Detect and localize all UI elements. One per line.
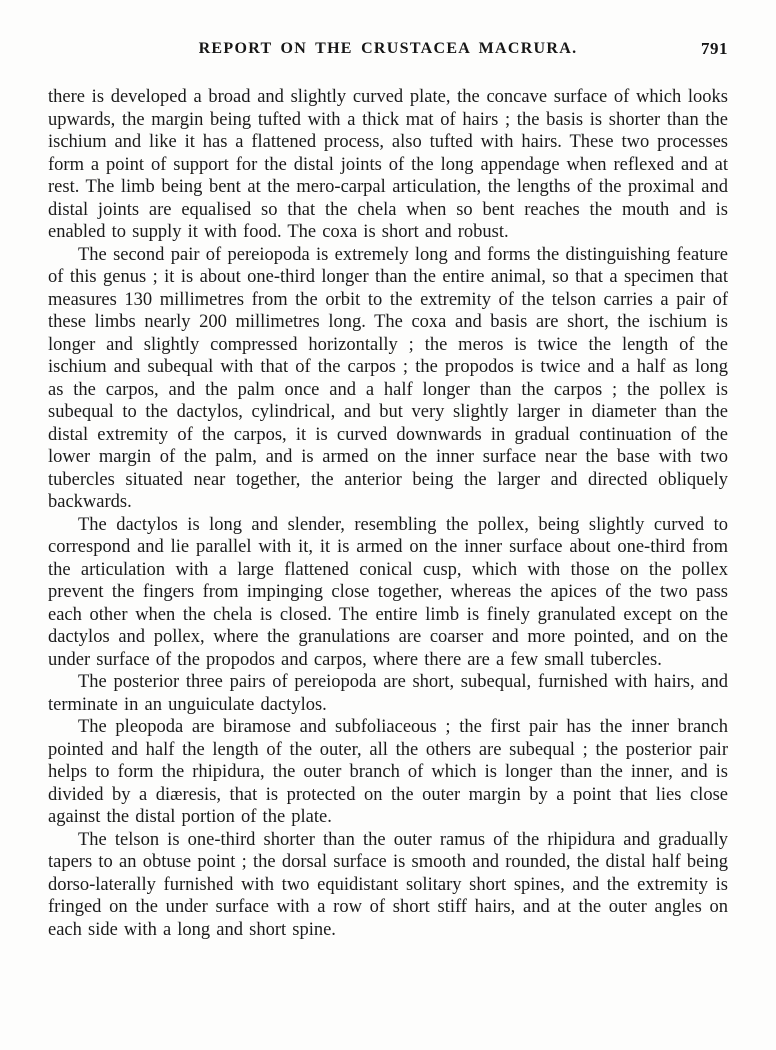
paragraph-continuation: there is developed a broad and slightly curved plate, the concave surface of which looks upwards, the margin being tufted with a thick mat of hairs ; the basis is shorter than the ischium and like it has a flattened process, also tufted with hairs. These two processes form a point of support for the distal joints of the long appendage when reflexed and at rest. The limb being bent at the mero-carpal articulation, the lengths of the proximal and distal joints are equalised so that the chela when so bent reaches the mouth and is enabled to supply it with food. The coxa is short and robust. — [48, 87, 728, 242]
page-body — [48, 86, 728, 941]
running-title: REPORT ON THE CRUSTACEA MACRURA. — [198, 40, 578, 57]
paragraph: The pleopoda are biramose and subfoliaceous ; the first pair has the inner branch pointed and half the length of the outer, all the others are subequal ; the posterior pair helps to form the rhipidura, the outer branch of which is longer than the inner, and is divided by a diæresis, that is protected on the outer margin by a point that lies close against the distal portion of the plate. — [48, 717, 728, 827]
paragraph: The second pair of pereiopoda is extremely long and forms the distinguishing feature of this genus ; it is about one-third longer than the entire animal, so that a specimen that measures 130 millimetres from the orbit to the extremity of the telson carries a pair of these limbs nearly 200 millimetres long. The coxa and basis are short, the ischium is longer and slightly compressed horizontally ; the meros is twice the length of the ischium and subequal with that of the carpos ; the propodos is twice and a half as long as the carpos, and the palm once and a half longer than the carpos ; the pollex is subequal to the dactylos, cylindrical, and but very slightly larger in diameter than the distal extremity of the carpos, it is curved downwards in gradual continuation of the lower margin of the palm, and is armed on the inner surface near the base with two tubercles situated near together, the anterior being the larger and directed obliquely backwards. — [48, 244, 728, 512]
page-number: 791 — [701, 39, 728, 58]
paragraph: The posterior three pairs of pereiopoda are short, subequal, furnished with hairs, and terminate in an unguiculate dactylos. — [48, 672, 728, 715]
page-header — [48, 40, 728, 64]
paragraph: The dactylos is long and slender, resembling the pollex, being slightly curved to correspond and lie parallel with it, it is armed on the inner surface about one-third from the articulation with a large flattened conical cusp, which with those on the pollex prevent the fingers from impinging close together, whereas the apices of the two pass each other when the chela is closed. The entire limb is finely granulated except on the dactylos and pollex, where the granulations are coarser and more pointed, and on the under surface of the propodos and carpos, where there are a few small tubercles. — [48, 514, 728, 670]
paragraph: The telson is one-third shorter than the outer ramus of the rhipidura and gradually tapers to an obtuse point ; the dorsal surface is smooth and rounded, the distal half being dorso-laterally furnished with two equidistant solitary short spines, and the extremity is fringed on the under surface with a row of short stiff hairs, and at the outer angles on each side with a long and short spine. — [48, 829, 728, 940]
